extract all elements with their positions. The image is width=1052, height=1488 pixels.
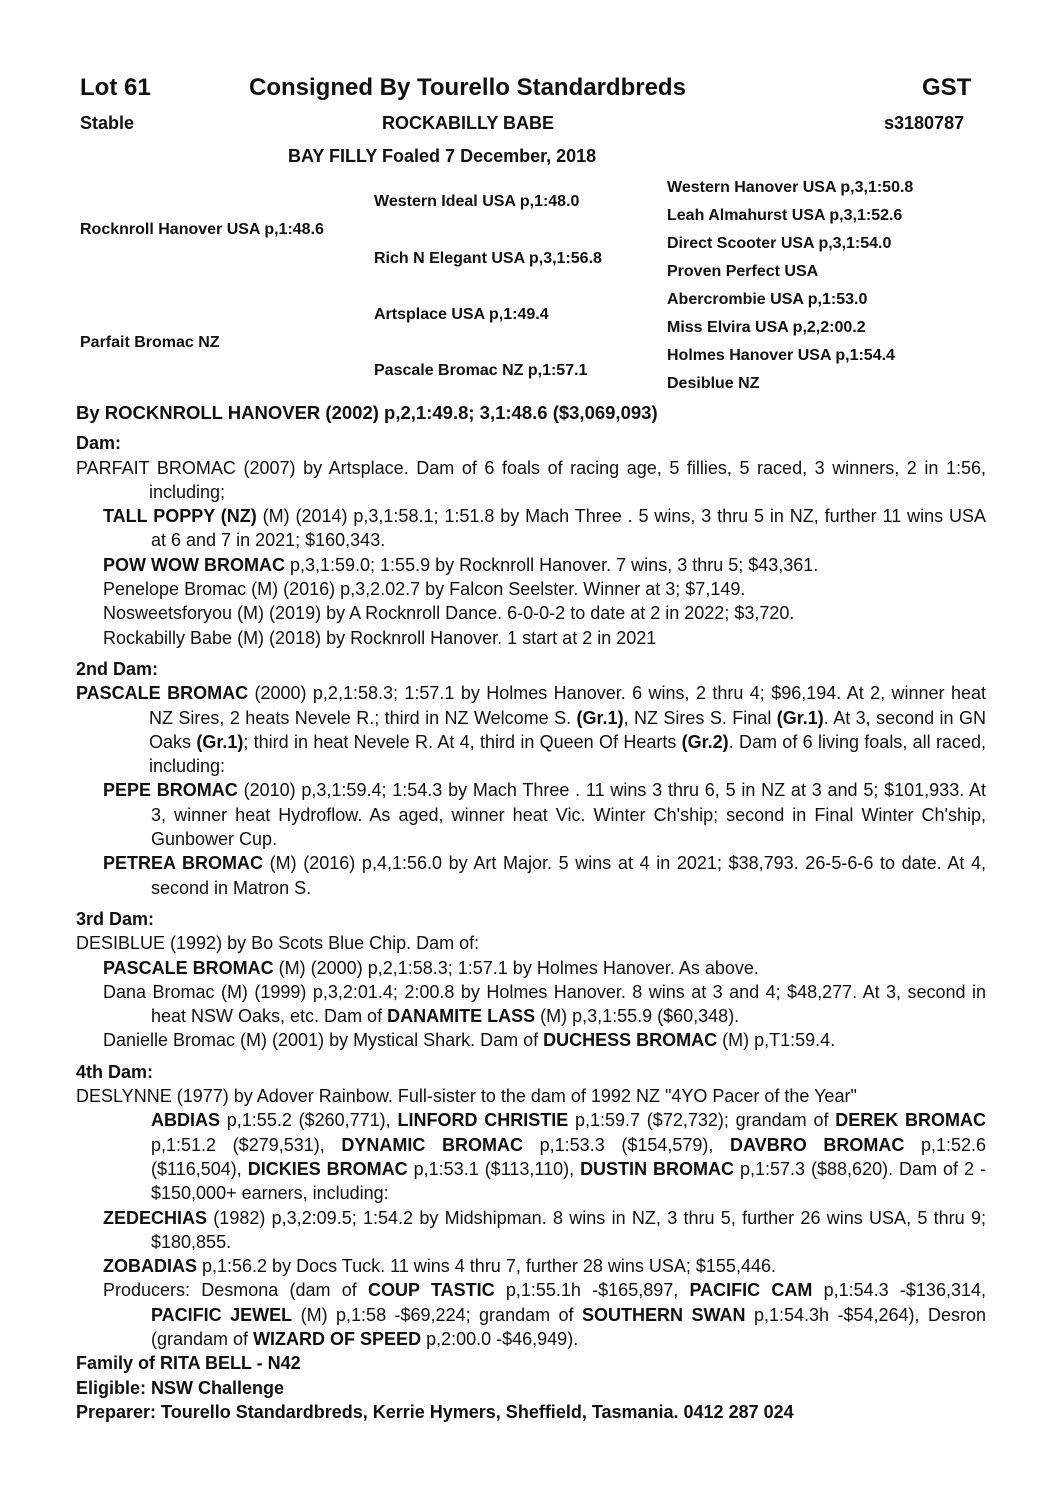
fourth-dam-foal-1 bbox=[76, 1206, 986, 1255]
foal-record: p,3,1:59.0; 1:55.9 by Rocknroll Hanover. 7 wins, 3 thru 5; $43,361. bbox=[284, 554, 819, 575]
fourth-dam-producers bbox=[76, 1278, 986, 1351]
sire-line: By ROCKNROLL HANOVER (2002) p,2,1:49.8; 3,1:48.6 ($3,069,093) bbox=[76, 402, 658, 423]
group-badge: (Gr.2) bbox=[681, 731, 729, 752]
progeny-name: DAVBRO BROMAC bbox=[730, 1134, 905, 1155]
progeny-name: DANAMITE LASS bbox=[387, 1006, 536, 1027]
group-badge: (Gr.1) bbox=[776, 707, 824, 728]
dam-foal-5: Rockabilly Babe (M) (2018) by Rocknroll Hanover. 1 start at 2 in 2021 bbox=[103, 627, 657, 648]
foal-name: PASCALE BROMAC bbox=[103, 957, 274, 978]
fourth-dam-intro: DESLYNNE (1977) by Adover Rainbow. Full-sister to the dam of 1992 NZ "4YO Pacer of the Year" bbox=[76, 1086, 857, 1107]
progeny-record: p,1:52.6 ($116,504), bbox=[151, 1134, 987, 1179]
pedigree-dam-sire: Artsplace USA p,1:49.4 bbox=[374, 306, 549, 323]
dam-heading: Dam: bbox=[76, 433, 122, 454]
third-dam-foal-1 bbox=[76, 956, 986, 980]
dam-record: , NZ Sires S. Final bbox=[623, 707, 777, 728]
second-dam-foal-2 bbox=[76, 851, 986, 900]
eligible-line: Eligible: NSW Challenge bbox=[76, 1377, 285, 1398]
dam-record: ; third in heat Nevele R. At 4, third in Queen Of Hearts bbox=[243, 731, 682, 752]
pedigree-sire-dam: Rich N Elegant USA p,3,1:56.8 bbox=[374, 250, 602, 267]
consignor-title: Consigned By Tourello Standardbreds bbox=[249, 74, 686, 101]
horse-name: ROCKABILLY BABE bbox=[382, 113, 555, 133]
producer-text: p,1:54.3h -$54,264), Desron (grandam of bbox=[151, 1304, 986, 1349]
dam-intro: PARFAIT BROMAC (2007) by Artsplace. Dam of 6 foals of racing age, 5 fillies, 5 raced, 3 winners, 2 in 1:56, including; bbox=[76, 457, 986, 502]
type-code: GST bbox=[922, 74, 972, 101]
progeny-record: p,1:53.3 ($154,579), bbox=[523, 1134, 731, 1155]
fourth-dam-foal-2 bbox=[76, 1254, 986, 1278]
progeny-name: PACIFIC JEWEL bbox=[151, 1304, 293, 1325]
pedigree-gg-3: Direct Scooter USA p,3,1:54.0 bbox=[667, 235, 892, 252]
foal-record: (M) (2016) p,4,1:56.0 by Art Major. 5 wins at 4 in 2021; $38,793. 26-5-6-6 to date. At 4, second in Matron S. bbox=[151, 853, 986, 898]
catalogue-body bbox=[76, 401, 986, 1424]
third-dam-foal-2 bbox=[76, 980, 986, 1029]
producer-text: (M) p,1:58 -$69,224; grandam of bbox=[292, 1304, 583, 1325]
fourth-dam-notables bbox=[76, 1108, 986, 1205]
dam-record: (2000) p,2,1:58.3; 1:57.1 by Holmes Hanover. 6 wins, 2 thru 4; $96,194. At 2, winner heat NZ Sires, 2 heats Nevele R.; third in NZ Welcome S. bbox=[149, 683, 986, 728]
pedigree-gg-4: Proven Perfect USA bbox=[667, 263, 819, 280]
foal-name: PEPE BROMAC bbox=[103, 780, 238, 801]
pedigree-gg-5: Abercrombie USA p,1:53.0 bbox=[667, 291, 868, 308]
progeny-name: DUSTIN BROMAC bbox=[580, 1158, 735, 1179]
progeny-name: COUP TASTIC bbox=[368, 1280, 495, 1301]
pedigree-gg-8: Desiblue NZ bbox=[667, 375, 760, 392]
foal-record: (1982) p,3,2:09.5; 1:54.2 by Midshipman. 8 wins in NZ, 3 thru 5, further 26 wins USA, 5 thru 9; $180,855. bbox=[151, 1207, 986, 1252]
pedigree-gg-7: Holmes Hanover USA p,1:54.4 bbox=[667, 347, 895, 364]
progeny-name: DEREK BROMAC bbox=[835, 1110, 987, 1131]
progeny-name: PACIFIC CAM bbox=[689, 1280, 813, 1301]
producer-text: p,1:54.3 -$136,314, bbox=[812, 1280, 986, 1301]
progeny-record: p,1:51.2 ($279,531), bbox=[151, 1134, 342, 1155]
dam-name: PASCALE BROMAC bbox=[76, 683, 249, 704]
foal-name: PETREA BROMAC bbox=[103, 853, 263, 874]
foal-record: (M) (2000) p,2,1:58.3; 1:57.1 by Holmes Hanover. As above. bbox=[273, 957, 759, 978]
lot-number: Lot 61 bbox=[80, 74, 151, 101]
producer-text: p,1:55.1h -$165,897, bbox=[494, 1280, 690, 1301]
stable-label: Stable bbox=[80, 113, 135, 133]
producer-text: Producers: Desmona (dam of bbox=[103, 1280, 369, 1301]
progeny-name: DICKIES BROMAC bbox=[247, 1158, 408, 1179]
foal-record: Dana Bromac (M) (1999) p,3,2:01.4; 2:00.8 by Holmes Hanover. 8 wins at 3 and 4; $48,277. At 3, second in heat NSW Oaks, etc. Dam of bbox=[103, 981, 986, 1027]
horse-description: BAY FILLY Foaled 7 December, 2018 bbox=[288, 146, 597, 166]
pedigree-dam-dam: Pascale Bromac NZ p,1:57.1 bbox=[374, 362, 588, 379]
progeny-name: WIZARD OF SPEED bbox=[253, 1328, 422, 1349]
progeny-name: LINFORD CHRISTIE bbox=[397, 1110, 569, 1131]
pedigree-sire: Rocknroll Hanover USA p,1:48.6 bbox=[80, 221, 324, 238]
group-badge: (Gr.1) bbox=[576, 707, 624, 728]
progeny-name: ABDIAS bbox=[151, 1110, 221, 1131]
family-line: Family of RITA BELL - N42 bbox=[76, 1353, 301, 1374]
pedigree-gg-1: Western Hanover USA p,3,1:50.8 bbox=[667, 179, 914, 196]
progeny-name: DYNAMIC BROMAC bbox=[341, 1134, 524, 1155]
dam-foal-1 bbox=[76, 504, 986, 553]
foal-record: p,1:56.2 by Docs Tuck. 11 wins 4 thru 7, further 28 wins USA; $155,446. bbox=[197, 1256, 776, 1277]
progeny-name: SOUTHERN SWAN bbox=[582, 1304, 746, 1325]
pedigree-gg-2: Leah Almahurst USA p,3,1:52.6 bbox=[667, 207, 903, 224]
fourth-dam-heading: 4th Dam: bbox=[76, 1061, 154, 1082]
second-dam-heading: 2nd Dam: bbox=[76, 658, 159, 679]
foal-name: POW WOW BROMAC bbox=[103, 554, 285, 575]
third-dam-heading: 3rd Dam: bbox=[76, 908, 155, 929]
pedigree-dam: Parfait Bromac NZ bbox=[80, 334, 220, 351]
third-dam-intro: DESIBLUE (1992) by Bo Scots Blue Chip. Dam of: bbox=[76, 933, 480, 954]
progeny-name: DUCHESS BROMAC bbox=[543, 1030, 718, 1051]
third-dam-foal-3 bbox=[76, 1028, 986, 1052]
dam-record: . At 3, second in GN Oaks bbox=[149, 707, 986, 752]
producer-text: p,2:00.0 -$46,949). bbox=[421, 1328, 579, 1349]
progeny-record: p,1:57.3 ($88,620). Dam of 2 - $150,000+ earners, including: bbox=[151, 1158, 986, 1204]
foal-record: (M) p,T1:59.4. bbox=[717, 1030, 836, 1051]
horse-id: s3180787 bbox=[884, 113, 965, 133]
foal-name: ZEDECHIAS bbox=[103, 1207, 208, 1228]
second-dam-foal-1 bbox=[76, 778, 986, 851]
second-dam-intro bbox=[76, 681, 986, 778]
dam-record: . Dam of 6 living foals, all raced, including: bbox=[149, 731, 986, 777]
foal-record: Danielle Bromac (M) (2001) by Mystical Shark. Dam of bbox=[103, 1030, 544, 1051]
dam-foal-3: Penelope Bromac (M) (2016) p,3,2.02.7 by Falcon Seelster. Winner at 3; $7,149. bbox=[103, 579, 746, 600]
progeny-record: p,1:59.7 ($72,732); grandam of bbox=[568, 1110, 836, 1131]
foal-name: ZOBADIAS bbox=[103, 1256, 197, 1277]
dam-foal-4: Nosweetsforyou (M) (2019) by A Rocknroll Dance. 6-0-0-2 to date at 2 in 2022; $3,720. bbox=[103, 603, 795, 624]
pedigree-sire-sire: Western Ideal USA p,1:48.0 bbox=[374, 193, 580, 210]
progeny-record: p,1:53.1 ($113,110), bbox=[407, 1158, 581, 1179]
foal-record: (2010) p,3,1:59.4; 1:54.3 by Mach Three . 11 wins 3 thru 6, 5 in NZ at 3 and 5; $101,933. At 3, winner heat Hydroflow. As aged, winner heat Vic. Winter Ch'ship; second in Final Winter Ch'ship, Gunbower Cup. bbox=[151, 780, 986, 850]
group-badge: (Gr.1) bbox=[196, 731, 244, 752]
dam-foal-2 bbox=[76, 553, 986, 577]
foal-record: (M) (2014) p,3,1:58.1; 1:51.8 by Mach Three . 5 wins, 3 thru 5 in NZ, further 11 wins USA at 6 and 7 in 2021; $160,343. bbox=[151, 506, 986, 551]
foal-record: (M) p,3,1:55.9 ($60,348). bbox=[535, 1006, 740, 1027]
foal-name: TALL POPPY (NZ) bbox=[103, 506, 257, 527]
preparer-line: Preparer: Tourello Standardbreds, Kerrie Hymers, Sheffield, Tasmania. 0412 287 024 bbox=[76, 1401, 794, 1422]
progeny-record: p,1:55.2 ($260,771), bbox=[220, 1110, 398, 1131]
pedigree-gg-6: Miss Elvira USA p,2,2:00.2 bbox=[667, 319, 866, 336]
